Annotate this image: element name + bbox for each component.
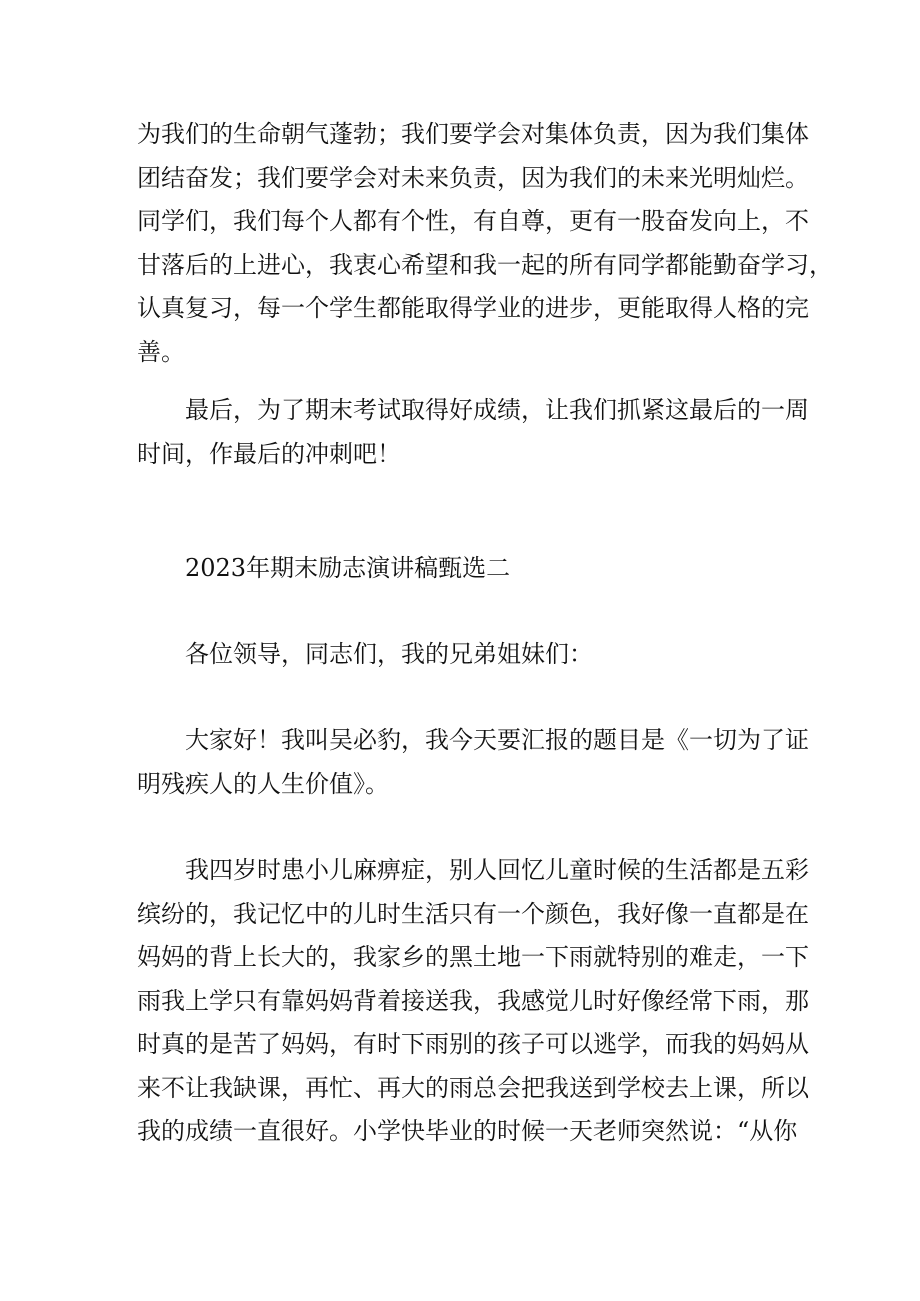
text-line: 妈妈的背上长大的，我家乡的黑土地一下雨就特别的难走，一下 xyxy=(137,943,809,971)
text-line: 善。 xyxy=(137,337,185,366)
text-line: 明残疾人的人生价值》。 xyxy=(137,769,389,798)
paragraph-salutation xyxy=(137,633,797,677)
text-line: 时间，作最后的冲刺吧！ xyxy=(137,439,401,468)
text-line: 最后，为了期末考试取得好成绩，让我们抓紧这最后的一周 xyxy=(185,396,809,424)
text-line: 大家好！我叫吴必豹，我今天要汇报的题目是《一切为了证 xyxy=(185,726,809,754)
paragraph-continuation xyxy=(137,113,833,374)
text-line: 时真的是苦了妈妈，有时下雨别的孩子可以逃学，而我的妈妈从 xyxy=(137,1030,809,1058)
text-line: 雨我上学只有靠妈妈背着接送我，我感觉儿时好像经常下雨，那 xyxy=(137,986,809,1015)
text-line: 我四岁时患小儿麻痹症，别人回忆儿童时候的生活都是五彩 xyxy=(185,856,809,884)
paragraph-closing xyxy=(137,389,809,476)
paragraph-greeting xyxy=(137,719,809,806)
paragraph-story xyxy=(137,849,809,1154)
text-line: 为我们的生命朝气蓬勃；我们要学会对集体负责，因为我们集体 xyxy=(137,120,809,148)
heading-text: 2023年期末励志演讲稿甄选二 xyxy=(185,554,511,582)
text-line: 我的成绩一直很好。小学快毕业的时候一天老师突然说：“从你 xyxy=(137,1117,798,1145)
text-line: 各位领导，同志们，我的兄弟姐妹们： xyxy=(185,640,593,668)
text-line: 来不让我缺课，再忙、再大的雨总会把我送到学校去上课，所以 xyxy=(137,1073,809,1102)
section-heading xyxy=(137,547,797,591)
text-line: 缤纷的，我记忆中的儿时生活只有一个颜色，我好像一直都是在 xyxy=(137,899,809,928)
text-line: 同学们，我们每个人都有个性，有自尊，更有一股奋发向上，不 xyxy=(137,207,809,235)
text-line: 认真复习，每一个学生都能取得学业的进步，更能取得人格的完 xyxy=(137,294,809,322)
text-line: 团结奋发；我们要学会对未来负责，因为我们的未来光明灿烂。 xyxy=(137,163,809,192)
text-line: 甘落后的上进心，我衷心希望和我一起的所有同学都能勤奋学习， xyxy=(137,250,833,279)
